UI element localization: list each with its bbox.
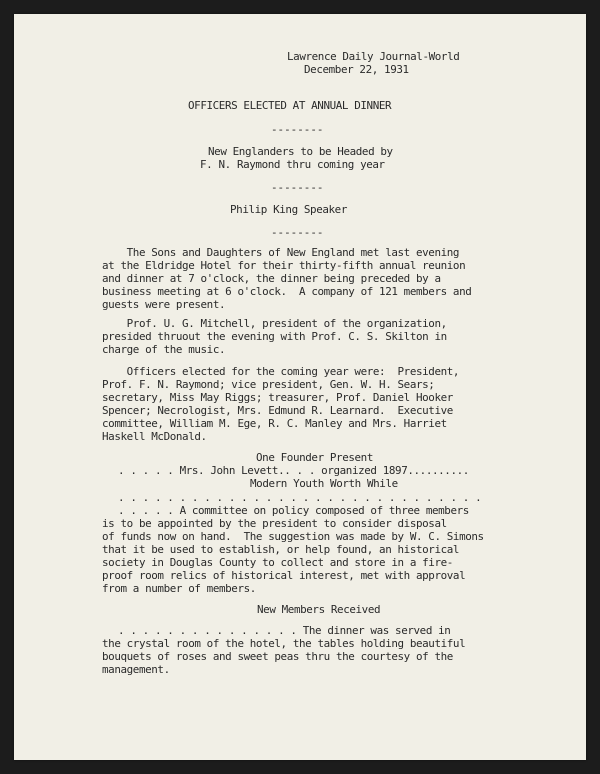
paragraph-line: committee, William M. Ege, R. C. Manley and Mrs. Harriet — [102, 417, 447, 430]
separator: -------- — [271, 181, 324, 194]
paragraph-line: business meeting at 6 o'clock. A company of 121 members and — [102, 285, 472, 298]
separator: -------- — [271, 123, 324, 136]
section-heading: New Members Received — [257, 603, 381, 616]
paragraph-line: is to be appointed by the president to consider disposal — [102, 517, 447, 530]
paragraph-line: Prof. F. N. Raymond; vice president, Gen. W. H. Sears; — [102, 378, 435, 391]
speaker-heading: Philip King Speaker — [230, 203, 347, 216]
paragraph-line: society in Douglas County to collect and store in a fire- — [102, 556, 453, 569]
paragraph-line: . . . . . A committee on policy composed of three members — [118, 504, 469, 517]
publication-date: December 22, 1931 — [304, 63, 409, 76]
paragraph-line: of funds now on hand. The suggestion was made by W. C. Simons — [102, 530, 484, 543]
paragraph-line: bouquets of roses and sweet peas thru the courtesy of the — [102, 650, 453, 663]
paragraph-line: secretary, Miss May Riggs; treasurer, Prof. Daniel Hooker — [102, 391, 453, 404]
section-heading: Modern Youth Worth While — [250, 477, 398, 490]
paragraph-line: that it be used to establish, or help found, an historical — [102, 543, 460, 556]
paragraph-line: and dinner at 7 o'clock, the dinner being preceded by a — [102, 272, 441, 285]
headline: OFFICERS ELECTED AT ANNUAL DINNER — [188, 99, 392, 112]
paragraph-line: Officers elected for the coming year were: President, — [102, 365, 460, 378]
subhead-line: F. N. Raymond thru coming year — [200, 158, 385, 171]
separator: -------- — [271, 226, 324, 239]
paragraph-line: The Sons and Daughters of New England met last evening — [102, 246, 460, 259]
paragraph-line: presided thruout the evening with Prof. C. S. Skilton in — [102, 330, 447, 343]
paragraph-line: Haskell McDonald. — [102, 430, 207, 443]
dot-leader: . . . . . . . . . . . . . . . . . . . . . . . . . . . . . . — [118, 491, 482, 504]
paragraph-line: Prof. U. G. Mitchell, president of the organization, — [102, 317, 447, 330]
paragraph-line: guests were present. — [102, 298, 226, 311]
paragraph-line: proof room relics of historical interest, met with approval — [102, 569, 466, 582]
paragraph-line: the crystal room of the hotel, the tables holding beautiful — [102, 637, 466, 650]
paragraph-line: . . . . . . . . . . . . . . . The dinner was served in — [118, 624, 451, 637]
founder-line: . . . . . Mrs. John Levett.. . . organized 1897.......... — [118, 464, 469, 477]
paragraph-line: charge of the music. — [102, 343, 226, 356]
paragraph-line: Spencer; Necrologist, Mrs. Edmund R. Learnard. Executive — [102, 404, 453, 417]
subhead-line: New Englanders to be Headed by — [208, 145, 393, 158]
section-heading: One Founder Present — [256, 451, 373, 464]
paragraph-line: at the Eldridge Hotel for their thirty-fifth annual reunion — [102, 259, 466, 272]
newspaper-source: Lawrence Daily Journal-World — [287, 50, 460, 63]
document-page — [14, 14, 586, 760]
paragraph-line: management. — [102, 663, 170, 676]
paragraph-line: from a number of members. — [102, 582, 256, 595]
